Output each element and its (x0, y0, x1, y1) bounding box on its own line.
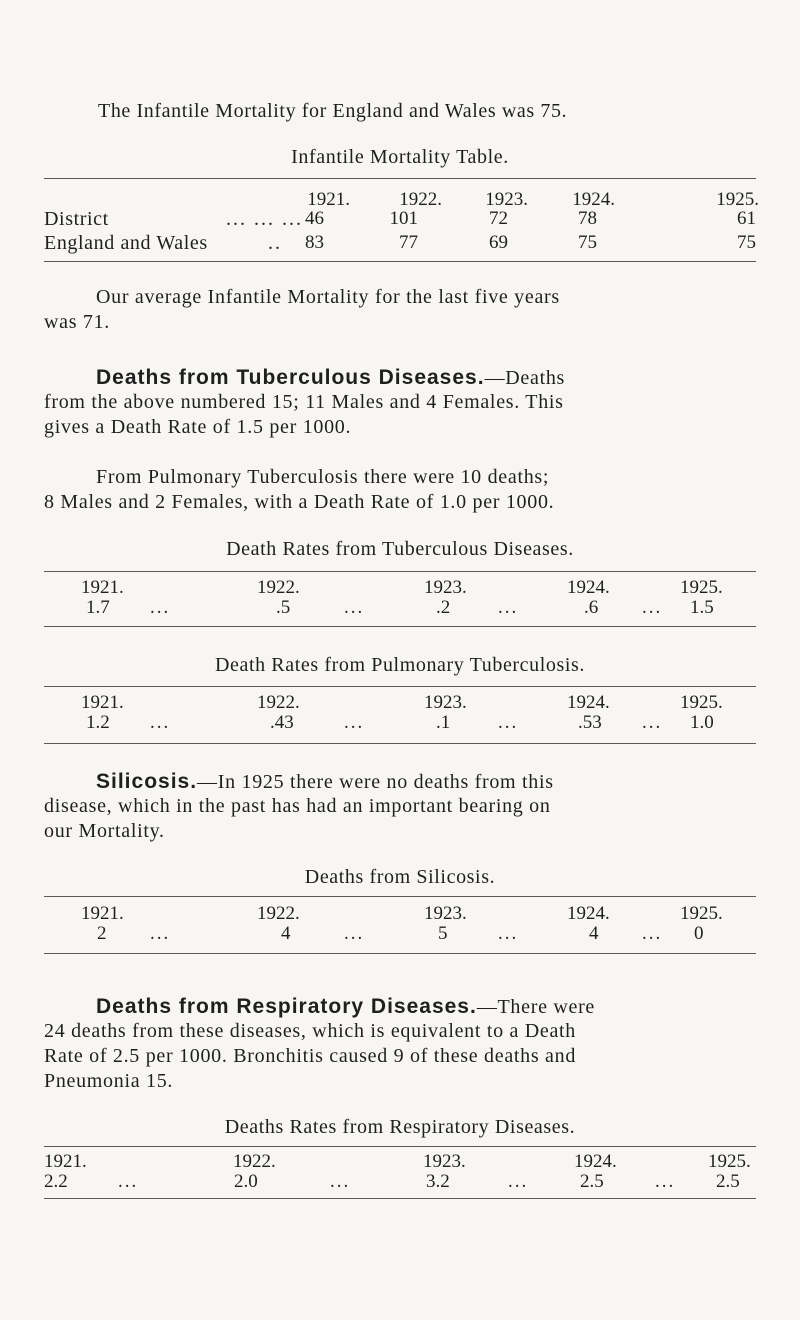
respiratory-line-1-rest: There were (497, 996, 596, 1018)
rate-value: 2.2 (44, 1171, 68, 1192)
row-leader: ... ... ... (226, 208, 303, 230)
row-leader: ... (508, 1171, 529, 1192)
em-dash: — (476, 996, 498, 1018)
em-dash: — (484, 367, 506, 389)
cell-value: 61 (737, 208, 756, 229)
tb-rates-title: Death Rates from Tuberculous Diseases. (226, 538, 574, 560)
year-1925: 1925. (716, 189, 759, 210)
row-leader: ... (642, 923, 663, 944)
row-leader: ... (344, 597, 365, 618)
year-1924: 1924. (572, 189, 615, 210)
tuberculous-line-2: from the above numbered 15; 11 Males and 4 Females. This (44, 391, 564, 413)
tuberculous-line-3: gives a Death Rate of 1.5 per 1000. (44, 416, 352, 438)
respiratory-line-3: Rate of 2.5 per 1000. Bronchitis caused 9 of these deaths and (44, 1045, 577, 1067)
year-1922: 1922. (257, 692, 300, 713)
pulm-rates-bottom-rule (44, 743, 756, 744)
cell-value: 83 (305, 232, 324, 253)
row-label: District (44, 208, 109, 230)
year-1924: 1924. (567, 577, 610, 598)
year-1921: 1921. (44, 1151, 87, 1172)
resp-rates-top-rule (44, 1146, 756, 1147)
tuberculous-line-1-rest: Deaths (505, 367, 566, 389)
infant-table-title: Infantile Mortality Table. (291, 146, 509, 168)
year-1922: 1922. (233, 1151, 276, 1172)
cell-value: 69 (489, 232, 508, 253)
pulmonary-line-2: 8 Males and 2 Females, with a Death Rate of 1.0 per 1000. (44, 491, 555, 513)
year-1922: 1922. (257, 903, 300, 924)
rate-value: 1.2 (86, 712, 110, 733)
rate-value: .2 (436, 597, 451, 618)
respiratory-line-2: 24 deaths from these diseases, which is equivalent to a Death (44, 1020, 577, 1042)
row-leader: ... (498, 712, 519, 733)
year-1921: 1921. (81, 903, 124, 924)
year-1925: 1925. (708, 1151, 751, 1172)
intro-sentence: The Infantile Mortality for England and Wales was 75. (98, 100, 568, 122)
year-1923: 1923. (424, 903, 467, 924)
row-leader: ... (498, 923, 519, 944)
row-leader: ... (655, 1171, 676, 1192)
rate-value: 2.0 (234, 1171, 258, 1192)
cell-value: 75 (737, 232, 756, 253)
cell-value: 78 (578, 208, 597, 229)
average-line-2: was 71. (44, 311, 111, 333)
year-1921: 1921. (81, 577, 124, 598)
row-leader: .. (268, 232, 282, 254)
year-1922: 1922. (257, 577, 300, 598)
average-line-1: Our average Infantile Mortality for the last five years (96, 286, 560, 308)
silicosis-line-3: our Mortality. (44, 820, 165, 842)
rate-value: 1.7 (86, 597, 110, 618)
rate-value: .43 (270, 712, 294, 733)
rate-value: 2.5 (580, 1171, 604, 1192)
year-1924: 1924. (567, 692, 610, 713)
infant-table-top-rule (44, 178, 756, 179)
respiratory-heading: Deaths from Respiratory Diseases. (96, 995, 477, 1018)
silicosis-top-rule (44, 896, 756, 897)
rate-value: .5 (276, 597, 291, 618)
rate-value: 3.2 (426, 1171, 450, 1192)
infant-table-bottom-rule (44, 261, 756, 262)
year-1923: 1923. (485, 189, 528, 210)
cell-value: 46 (305, 208, 324, 229)
row-leader: ... (330, 1171, 351, 1192)
death-count: 0 (694, 923, 704, 944)
rate-value: 2.5 (716, 1171, 740, 1192)
row-label: England and Wales (44, 232, 208, 254)
rate-value: .53 (578, 712, 602, 733)
pulm-rates-title: Death Rates from Pulmonary Tuberculosis. (214, 654, 586, 676)
death-count: 2 (97, 923, 107, 944)
rate-value: 1.5 (690, 597, 714, 618)
row-leader: ... (150, 923, 171, 944)
row-leader: ... (344, 712, 365, 733)
tuberculous-line-1 (96, 365, 565, 391)
tuberculous-heading: Deaths from Tuberculous Diseases. (96, 366, 485, 389)
tb-rates-top-rule (44, 571, 756, 572)
row-leader: ... (118, 1171, 139, 1192)
respiratory-line-1 (96, 994, 595, 1020)
silicosis-bottom-rule (44, 953, 756, 954)
silicosis-line-2: disease, which in the past has had an important bearing on (44, 795, 551, 817)
pulm-rates-top-rule (44, 686, 756, 687)
silicosis-heading: Silicosis. (96, 770, 198, 793)
silicosis-line-1 (96, 769, 554, 795)
year-1923: 1923. (424, 577, 467, 598)
respiratory-line-4: Pneumonia 15. (44, 1070, 174, 1092)
em-dash: — (197, 771, 218, 793)
year-1925: 1925. (680, 903, 723, 924)
death-count: 5 (438, 923, 448, 944)
rate-value: .1 (436, 712, 451, 733)
row-leader: ... (150, 597, 171, 618)
resp-rates-bottom-rule (44, 1198, 756, 1199)
row-leader: ... (150, 712, 171, 733)
death-count: 4 (281, 923, 291, 944)
year-1922: 1922. (399, 189, 442, 210)
rate-value: .6 (584, 597, 599, 618)
pulmonary-line-1: From Pulmonary Tuberculosis there were 10 deaths; (96, 466, 550, 488)
death-count: 4 (589, 923, 599, 944)
silicosis-line-1-rest: In 1925 there were no deaths from this (217, 771, 554, 793)
row-leader: ... (642, 712, 663, 733)
year-1921: 1921. (307, 189, 350, 210)
silicosis-deaths-title: Deaths from Silicosis. (304, 866, 496, 888)
cell-value: 72 (489, 208, 508, 229)
year-1924: 1924. (574, 1151, 617, 1172)
cell-value: 77 (399, 232, 418, 253)
row-leader: ... (344, 923, 365, 944)
row-leader: ... (498, 597, 519, 618)
year-1925: 1925. (680, 577, 723, 598)
rate-value: 1.0 (690, 712, 714, 733)
resp-rates-title: Deaths Rates from Respiratory Diseases. (224, 1116, 576, 1138)
cell-value: 101 (389, 208, 418, 229)
tb-rates-bottom-rule (44, 626, 756, 627)
year-1921: 1921. (81, 692, 124, 713)
row-leader: ... (642, 597, 663, 618)
year-1924: 1924. (567, 903, 610, 924)
year-1923: 1923. (424, 692, 467, 713)
year-1923: 1923. (423, 1151, 466, 1172)
cell-value: 75 (578, 232, 597, 253)
year-1925: 1925. (680, 692, 723, 713)
